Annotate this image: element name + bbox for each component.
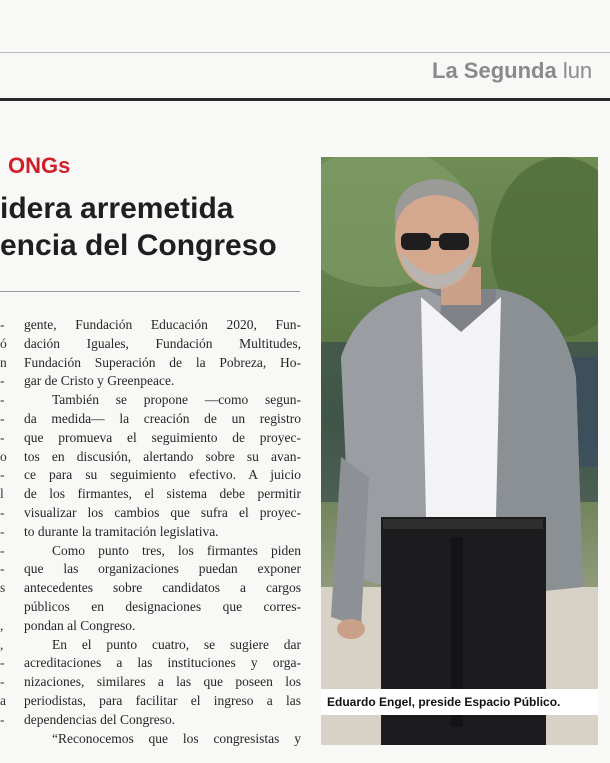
- portrait-image: [321, 157, 598, 745]
- masthead: [432, 58, 592, 84]
- cropped-text-fragment: -: [0, 429, 5, 445]
- cropped-text-fragment: l: [0, 486, 4, 502]
- body-text-line: que promueva el seguimiento de proyec-: [24, 429, 301, 445]
- body-text-line: periodistas, para facilitar el ingreso a las: [24, 692, 301, 708]
- body-text-line: públicos en designaciones que corres-: [24, 598, 301, 614]
- left-column-fragments: [0, 316, 14, 730]
- body-text-line: to durante la tramitación legislativa.: [24, 523, 219, 539]
- cropped-text-fragment: s: [0, 580, 6, 596]
- cropped-text-fragment: [0, 598, 14, 617]
- section-kicker: ONGs: [8, 153, 71, 178]
- cropped-text-fragment: n: [0, 354, 7, 370]
- body-text-line: acreditaciones a las instituciones y orga-: [24, 655, 301, 671]
- cropped-text-fragment: ,: [0, 617, 4, 633]
- masthead-day: lun: [562, 58, 593, 83]
- body-text-line: Como punto tres, los firmantes piden: [52, 542, 301, 558]
- body-text-line: dación Iguales, Fundación Multitudes,: [24, 335, 301, 351]
- cropped-text-fragment: ó: [0, 335, 7, 351]
- masthead-brand: La Segunda: [432, 58, 557, 83]
- body-text-line: que las organizaciones puedan exponer: [24, 561, 301, 577]
- cropped-text-fragment: -: [0, 655, 5, 671]
- body-text-line: También se propone —como segun-: [52, 392, 301, 408]
- article-photo: [321, 157, 598, 745]
- body-text-line: gar de Cristo y Greenpeace.: [24, 373, 175, 389]
- cropped-text-fragment: -: [0, 317, 5, 332]
- cropped-text-fragment: -: [0, 542, 5, 558]
- cropped-text-fragment: o: [0, 448, 7, 464]
- cropped-text-fragment: -: [0, 467, 5, 483]
- body-text-line: gente, Fundación Educación 2020, Fun-: [24, 317, 301, 332]
- headline-line: encia del Congreso: [0, 229, 277, 262]
- cropped-text-fragment: -: [0, 373, 5, 389]
- cropped-text-fragment: a: [0, 692, 6, 708]
- cropped-text-fragment: -: [0, 523, 5, 539]
- body-text-line: En el punto cuatro, se sugiere dar: [52, 636, 301, 652]
- cropped-text-fragment: -: [0, 674, 5, 690]
- cropped-text-fragment: -: [0, 711, 5, 727]
- body-text-line: ce para su seguimiento efectivo. A juicio: [24, 467, 301, 483]
- cropped-text-fragment: -: [0, 392, 5, 408]
- header-rule: [0, 98, 610, 101]
- body-text-line: dependencias del Congreso.: [24, 711, 176, 727]
- headline-rule: [0, 291, 300, 292]
- article-body-column: [24, 316, 301, 748]
- photo-caption: Eduardo Engel, preside Espacio Público.: [321, 689, 598, 715]
- body-text-line: visualizar los cambios que sufra el proyec-: [24, 504, 301, 520]
- body-text-line: de los firmantes, el sistema debe permitir: [24, 486, 301, 502]
- body-text-line: tos en discusión, alertando sobre su avan-: [24, 448, 301, 464]
- headline-line: idera arremetida: [0, 192, 234, 225]
- body-text-line: pondan al Congreso.: [24, 617, 136, 633]
- cropped-text-fragment: -: [0, 504, 5, 520]
- cropped-text-fragment: -: [0, 561, 5, 577]
- headline: [0, 190, 315, 264]
- cropped-text-fragment: -: [0, 410, 5, 426]
- cropped-text-fragment: ,: [0, 636, 4, 652]
- body-text-line: antecedentes sobre candidatos a cargos: [24, 580, 301, 596]
- body-text-line: Fundación Superación de la Pobreza, Ho-: [24, 354, 301, 370]
- body-text-line: nizaciones, similares a las que poseen los: [24, 674, 301, 690]
- body-text-line: da medida— la creación de un registro: [24, 410, 301, 426]
- top-rule: [0, 52, 610, 53]
- body-text-line: “Reconocemos que los congresistas y: [52, 730, 301, 746]
